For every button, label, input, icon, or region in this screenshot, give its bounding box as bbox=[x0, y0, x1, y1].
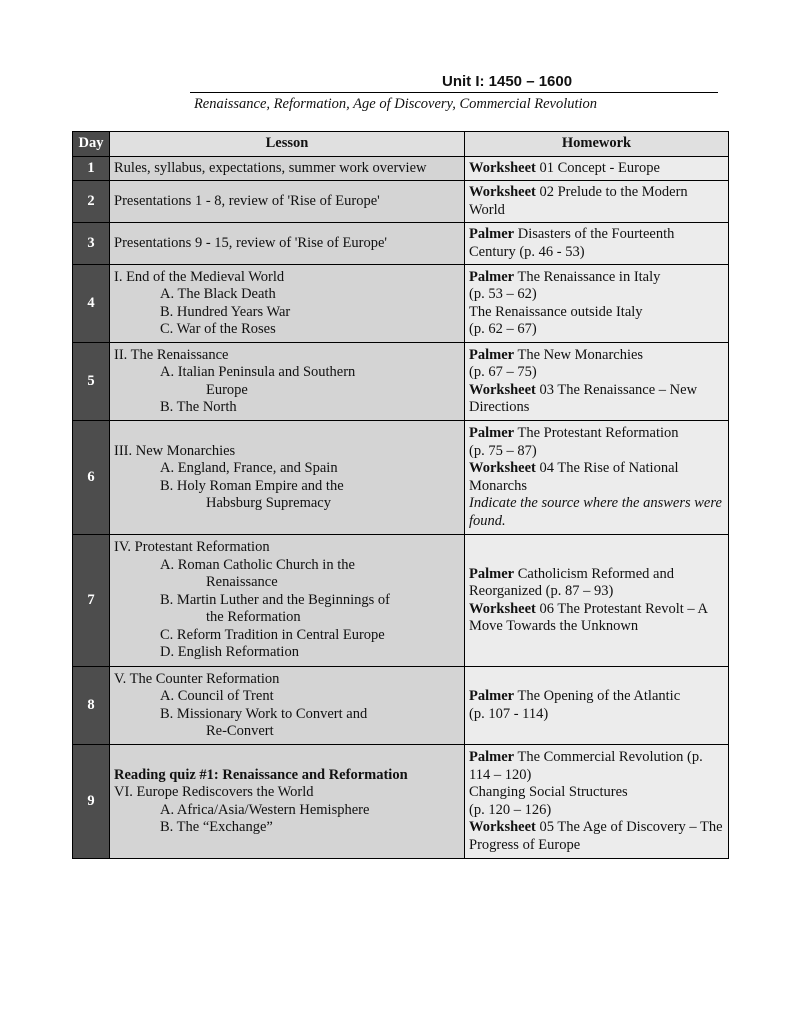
homework-line: (p. 75 – 87) bbox=[469, 442, 537, 459]
homework-cell bbox=[465, 535, 729, 667]
lesson-cell bbox=[110, 265, 465, 343]
day-cell: 2 bbox=[73, 181, 110, 223]
lesson-line: C. War of the Roses bbox=[160, 321, 276, 337]
homework-line: (p. 120 – 126) bbox=[469, 801, 552, 818]
homework-line: (p. 67 – 75) bbox=[469, 364, 537, 380]
homework-line: Palmer Catholicism Reformed and Reorganized (p. 87 – 93) bbox=[469, 565, 674, 599]
lesson-line: A. The Black Death bbox=[160, 286, 276, 302]
lesson-line: B. Missionary Work to Convert and bbox=[160, 705, 368, 722]
day-cell: 6 bbox=[73, 421, 110, 535]
day-cell: 5 bbox=[73, 343, 110, 421]
homework-cell bbox=[465, 157, 729, 181]
page-title: Unit I: 1450 – 1600 bbox=[442, 73, 573, 90]
homework-line: Worksheet 04 The Rise of National Monarchs bbox=[469, 460, 679, 494]
homework-line: Worksheet 05 The Age of Discovery – The Progress of Europe bbox=[469, 819, 723, 853]
table-row bbox=[73, 535, 729, 667]
lesson-line: A. Italian Peninsula and Southern bbox=[160, 364, 356, 380]
day-cell: 7 bbox=[73, 535, 110, 667]
lesson-line: IV. Protestant Reformation bbox=[114, 539, 270, 556]
title-rule bbox=[190, 92, 718, 93]
homework-cell bbox=[465, 181, 729, 223]
homework-line: Palmer Disasters of the Fourteenth Century (p. 46 - 53) bbox=[469, 226, 675, 260]
homework-cell bbox=[465, 745, 729, 859]
table-row bbox=[73, 343, 729, 421]
lesson-line: Rules, syllabus, expectations, summer work overview bbox=[114, 159, 427, 176]
table-row bbox=[73, 181, 729, 223]
lesson-line: B. Holy Roman Empire and the bbox=[160, 477, 344, 494]
homework-line: Palmer The Commercial Revolution (p. 114 – 120) bbox=[469, 749, 703, 783]
day-cell: 9 bbox=[73, 745, 110, 859]
page-subtitle: Renaissance, Reformation, Age of Discovery, Commercial Revolution bbox=[193, 96, 598, 112]
homework-line: Changing Social Structures bbox=[469, 784, 628, 800]
homework-line: (p. 62 – 67) bbox=[469, 321, 537, 337]
lesson-quiz-label: Reading quiz #1: Renaissance and Reformation bbox=[114, 766, 408, 783]
homework-source-label: Palmer bbox=[469, 425, 515, 441]
lesson-line: A. Africa/Asia/Western Hemisphere bbox=[160, 801, 370, 818]
homework-line: Indicate the source where the answers were found. bbox=[469, 495, 722, 529]
lesson-line: A. Roman Catholic Church in the bbox=[160, 556, 355, 573]
homework-line: Worksheet 03 The Renaissance – New Directions bbox=[469, 381, 698, 415]
day-cell: 3 bbox=[73, 223, 110, 265]
lesson-line: Habsburg Supremacy bbox=[206, 495, 331, 511]
lesson-line: D. English Reformation bbox=[160, 644, 299, 661]
homework-line: Palmer The Opening of the Atlantic bbox=[469, 688, 681, 704]
lesson-line: B. The North bbox=[160, 399, 237, 415]
column-header-homework: Homework bbox=[465, 132, 729, 157]
homework-cell bbox=[465, 667, 729, 745]
lesson-line: Renaissance bbox=[206, 574, 278, 591]
column-header-day: Day bbox=[73, 132, 110, 157]
lesson-line: Europe bbox=[206, 381, 248, 398]
lesson-line: the Reformation bbox=[206, 609, 301, 626]
lesson-line: II. The Renaissance bbox=[114, 346, 229, 363]
homework-source-label: Worksheet bbox=[469, 184, 536, 200]
lesson-line: C. Reform Tradition in Central Europe bbox=[160, 626, 385, 643]
lesson-line: B. Hundred Years War bbox=[160, 303, 291, 320]
homework-line: (p. 107 - 114) bbox=[469, 705, 549, 722]
homework-source-label: Palmer bbox=[469, 226, 515, 242]
homework-line: The Renaissance outside Italy bbox=[469, 303, 643, 320]
lesson-line: B. The “Exchange” bbox=[160, 819, 273, 835]
lesson-line: A. Council of Trent bbox=[160, 688, 274, 704]
homework-line: Palmer The Renaissance in Italy bbox=[469, 268, 661, 285]
column-header-lesson: Lesson bbox=[110, 132, 465, 157]
lesson-cell bbox=[110, 223, 465, 265]
lesson-cell bbox=[110, 157, 465, 181]
homework-cell bbox=[465, 223, 729, 265]
homework-line: Palmer The Protestant Reformation bbox=[469, 425, 679, 441]
homework-line: Worksheet 06 The Protestant Revolt – A Move Towards the Unknown bbox=[469, 600, 708, 634]
homework-line: Worksheet 02 Prelude to the Modern World bbox=[469, 184, 688, 218]
lesson-cell bbox=[110, 421, 465, 535]
table-row bbox=[73, 421, 729, 535]
lesson-cell bbox=[110, 343, 465, 421]
homework-source-label: Palmer bbox=[469, 565, 515, 582]
lesson-line: Re-Convert bbox=[206, 723, 274, 739]
homework-source-label: Palmer bbox=[469, 749, 515, 765]
lesson-line: III. New Monarchies bbox=[114, 442, 236, 459]
table-body bbox=[73, 157, 729, 859]
lesson-line: A. England, France, and Spain bbox=[160, 460, 338, 476]
table-row bbox=[73, 223, 729, 265]
homework-source-label: Worksheet bbox=[469, 600, 536, 617]
day-cell: 4 bbox=[73, 265, 110, 343]
lesson-line: I. End of the Medieval World bbox=[114, 268, 285, 285]
lesson-cell bbox=[110, 745, 465, 859]
table-row bbox=[73, 667, 729, 745]
homework-line: Worksheet 01 Concept - Europe bbox=[469, 159, 660, 176]
homework-line: Palmer The New Monarchies bbox=[469, 346, 644, 363]
lesson-line: Presentations 1 - 8, review of 'Rise of Europe' bbox=[114, 192, 380, 209]
lesson-line: V. The Counter Reformation bbox=[114, 670, 280, 687]
homework-source-label: Palmer bbox=[469, 346, 515, 363]
homework-source-label: Worksheet bbox=[469, 819, 536, 835]
homework-source-label: Worksheet bbox=[469, 460, 536, 476]
homework-source-label: Palmer bbox=[469, 268, 515, 285]
lesson-cell bbox=[110, 181, 465, 223]
homework-source-label: Worksheet bbox=[469, 159, 536, 176]
lesson-cell bbox=[110, 667, 465, 745]
table-row bbox=[73, 265, 729, 343]
homework-source-label: Palmer bbox=[469, 688, 515, 704]
homework-cell bbox=[465, 421, 729, 535]
lesson-cell bbox=[110, 535, 465, 667]
homework-line: (p. 53 – 62) bbox=[469, 286, 537, 302]
lesson-line: VI. Europe Rediscovers the World bbox=[114, 784, 314, 800]
day-cell: 8 bbox=[73, 667, 110, 745]
lesson-line: B. Martin Luther and the Beginnings of bbox=[160, 591, 390, 608]
homework-source-label: Worksheet bbox=[469, 381, 536, 398]
table-row bbox=[73, 157, 729, 181]
table-header-row bbox=[73, 132, 729, 157]
homework-cell bbox=[465, 343, 729, 421]
homework-cell bbox=[465, 265, 729, 343]
day-cell: 1 bbox=[73, 157, 110, 181]
schedule-table bbox=[72, 131, 729, 859]
lesson-line: Presentations 9 - 15, review of 'Rise of Europe' bbox=[114, 234, 388, 251]
table-row bbox=[73, 745, 729, 859]
